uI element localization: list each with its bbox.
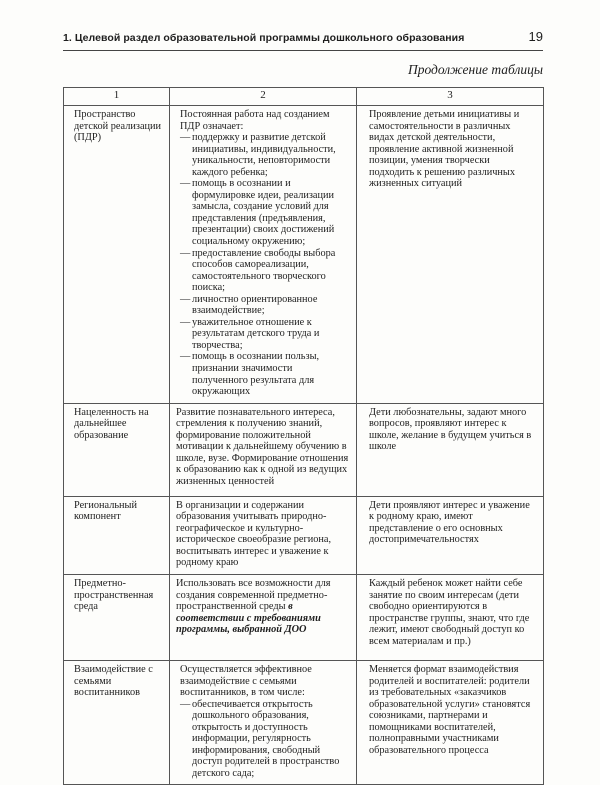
cell-lead-text: Постоянная работа над созданием ПДР означает: — [180, 109, 330, 132]
running-header — [63, 28, 543, 51]
result-cell: Дети любознательны, задают много вопросов, проявляют интерес к школе, желание в будущем учиться в школе — [357, 403, 544, 496]
list-item: — предоставление свободы выбора способов самореализации, самостоятельного творческого поиска; — [180, 247, 336, 294]
result-cell: Каждый ребенок может найти себе занятие по своим интересам (дети свободно ориентируются в пространстве группы, знают, что где лежит, имеют свободный доступ ко всем материалам и пр.) — [357, 574, 544, 660]
table-row — [64, 574, 544, 660]
cell-emphasis: в соответствии с требованиями программы, выбранной ДОО — [176, 601, 321, 636]
page-number: 19 — [528, 29, 543, 44]
result-cell: Меняется формат взаимодействия родителей и воспитателей: родители из требовательных «заказчиков образовательной услуги» становятся союзниками, партнерами и помощниками воспитателей, полноправными участниками образовательного процесса — [357, 660, 544, 784]
principles-table — [63, 87, 544, 785]
column-number: 3 — [357, 88, 544, 106]
column-number: 2 — [170, 88, 357, 106]
content-cell — [170, 574, 357, 660]
content-cell — [170, 106, 357, 404]
content-cell: В организации и содержании образования учитывать природно-географическое и культурно-историческое своеобразие региона, воспитывать интерес и уважение к родному краю — [170, 496, 357, 574]
table-continuation-label: Продолжение таблицы — [407, 62, 543, 77]
column-number: 1 — [64, 88, 170, 106]
list-item: — личностно ориентированное взаимодействие; — [180, 293, 318, 317]
cell-lead-text: Осуществляется эффективное взаимодействие с семьями воспитанников, в том числе: — [180, 663, 312, 699]
result-cell: Проявление детьми инициативы и самостоятельности в различных видах детской деятельности, проявление активной жизненной позиции, умения творчески подходить к решению различных жизненных ситуаций — [357, 106, 544, 404]
table-row — [64, 403, 544, 496]
table-row — [64, 496, 544, 574]
content-cell — [170, 660, 357, 784]
principle-cell: Предметно-пространственная среда — [64, 574, 170, 660]
list-item: — помощь в осознании и формулировке идеи, реализации замысла, создание условий для представления (предъявления, презентации) своих достижений социальному окружению; — [180, 178, 335, 248]
list-item: — поддержку и развитие детской инициативы, индивидуальности, уникальности, неповторимости каждого ребенка; — [180, 132, 336, 178]
table-header-row — [64, 88, 544, 106]
chapter-title: 1. Целевой раздел образовательной программы дошкольного образования — [63, 32, 465, 44]
content-cell: Развитие познавательного интереса, стремления к получению знаний, формирование положительной мотивации к дальнейшему обучению в школе, вузе. Формирование отношения к образованию как к одной из ведущих жизненных ценностей — [170, 403, 357, 496]
table-row — [64, 106, 544, 404]
principle-cell: Нацеленность на дальнейшее образование — [64, 403, 170, 496]
list-item: — помощь в осознании пользы, признании значимости полученного результата для окружающих — [180, 351, 320, 398]
cell-text: Использовать все возможности для создания современной предметно-пространственной среды — [176, 577, 331, 613]
list-item: — уважительное отношение к результатам детского труда и творчества; — [180, 316, 320, 351]
principle-cell: Взаимодействие с семьями воспитанников — [64, 660, 170, 784]
table-row — [64, 660, 544, 784]
principle-cell: Пространство детской реализации (ПДР) — [64, 106, 170, 404]
list-item: — обеспечивается открытость дошкольного образования, открытость и доступность информации, регулярность информирования, свободный доступ родителей в пространство детского сада; — [180, 698, 340, 779]
principle-cell: Региональный компонент — [64, 496, 170, 574]
result-cell: Дети проявляют интерес и уважение к родному краю, имеют представление о его основных достопримечательностях — [357, 496, 544, 574]
